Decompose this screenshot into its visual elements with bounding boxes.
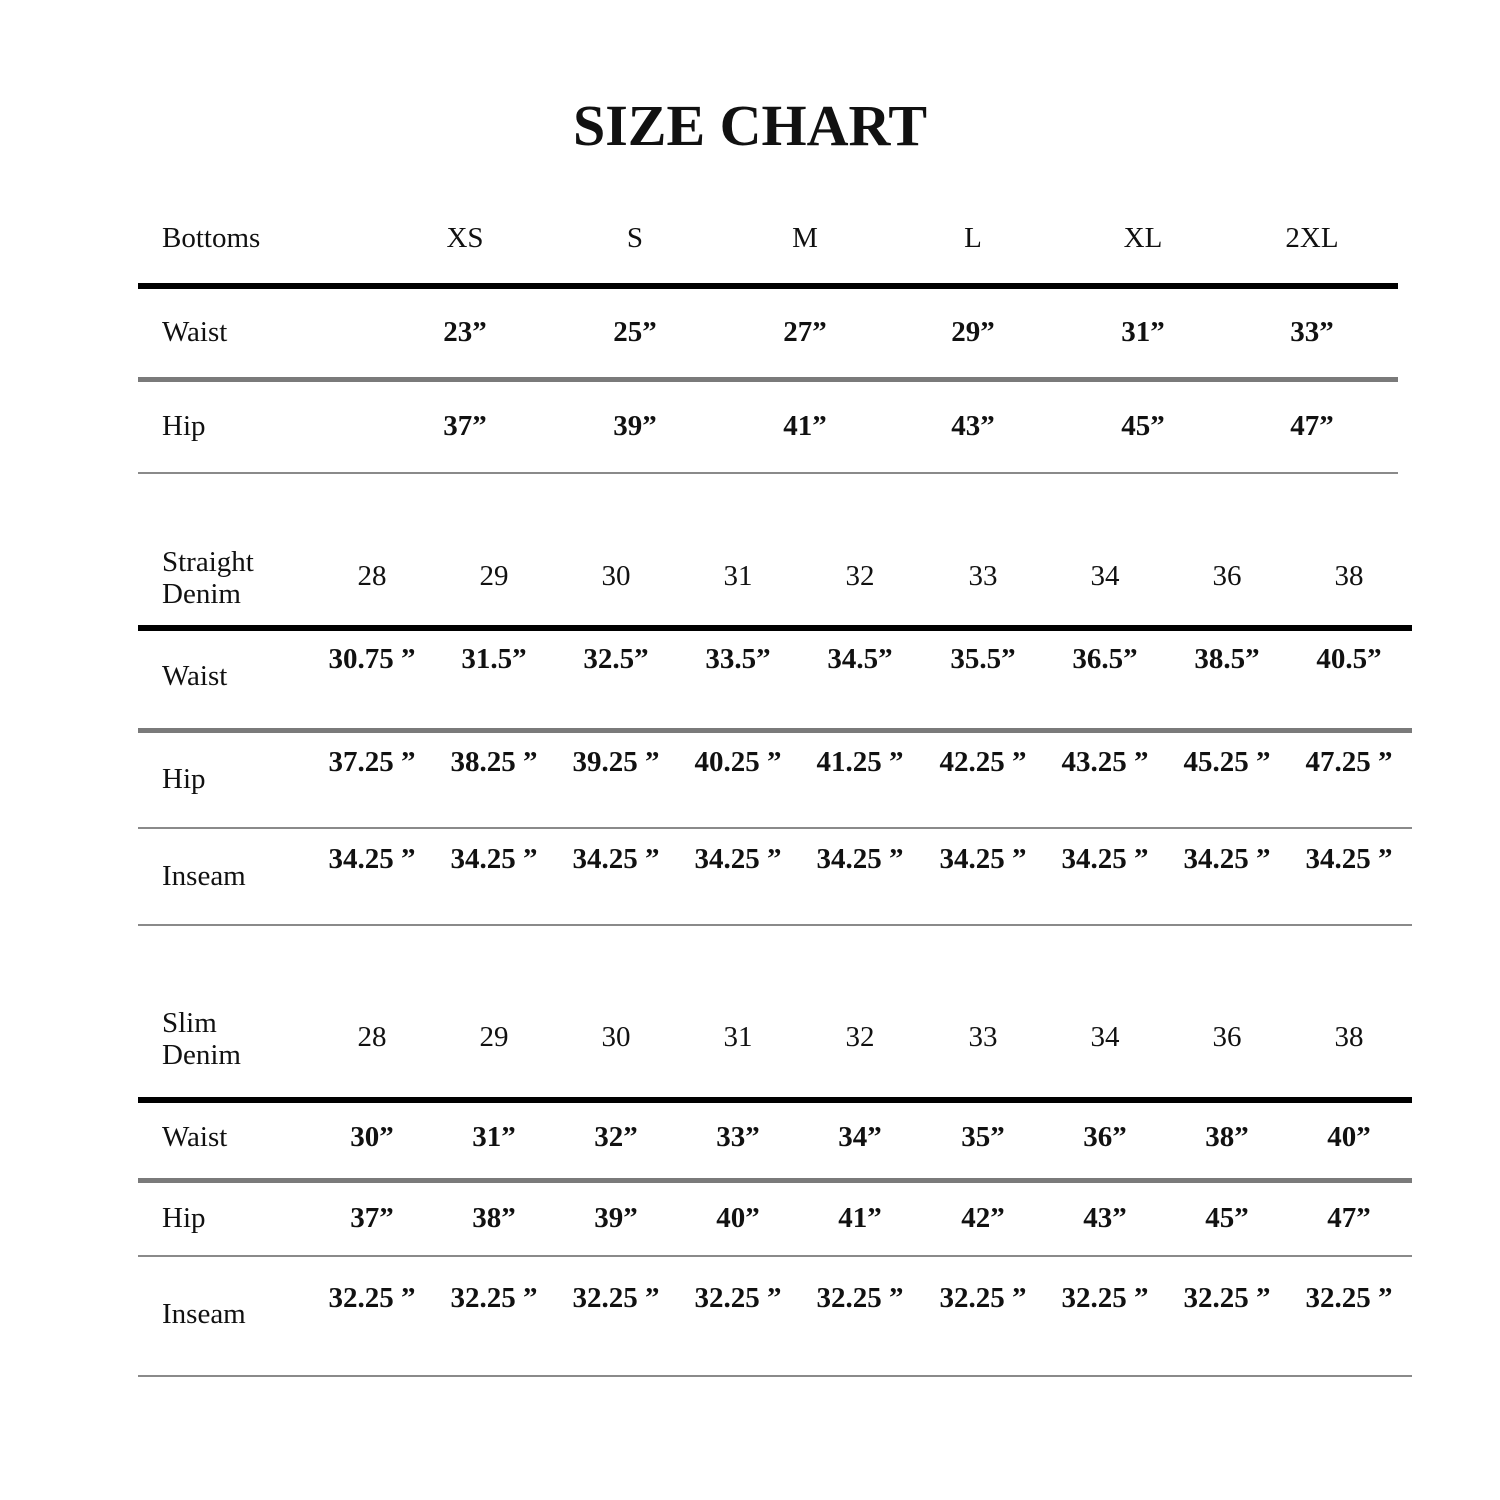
divider-gray (138, 1178, 1412, 1183)
measurement-value: 35.5” (950, 643, 1016, 675)
measurement-value: 41” (838, 1202, 882, 1234)
row-label: Waist (162, 316, 228, 348)
size-header: 36 (1212, 560, 1242, 592)
row-label: Hip (162, 410, 206, 442)
measurement-value: 32.25 ” (450, 1282, 538, 1314)
size-header: 31 (723, 1021, 753, 1053)
size-header: 2XL (1285, 222, 1339, 254)
size-header: S (626, 222, 644, 254)
measurement-value: 36” (1083, 1121, 1127, 1153)
measurement-value: 31” (1121, 316, 1165, 348)
divider-thin (138, 1375, 1412, 1377)
size-header: 28 (357, 560, 387, 592)
measurement-value: 29” (951, 316, 995, 348)
page-title: SIZE CHART (572, 93, 928, 158)
row-label: Inseam (162, 1298, 246, 1330)
measurement-value: 40” (716, 1202, 760, 1234)
measurement-value: 47” (1327, 1202, 1371, 1234)
divider-thin (138, 827, 1412, 829)
measurement-value: 34.25 ” (939, 843, 1027, 875)
measurement-value: 39” (613, 410, 657, 442)
divider-gray (138, 728, 1412, 733)
size-header: 28 (357, 1021, 387, 1053)
measurement-value: 33.5” (705, 643, 771, 675)
measurement-value: 32.25 ” (1183, 1282, 1271, 1314)
divider-thick (138, 625, 1412, 631)
measurement-value: 32.25 ” (572, 1282, 660, 1314)
measurement-value: 31.5” (461, 643, 527, 675)
measurement-value: 34.25 ” (572, 843, 660, 875)
measurement-value: 41” (783, 410, 827, 442)
divider-thin (138, 924, 1412, 926)
section-label-straight-denim: Straight Denim (162, 546, 254, 610)
measurement-value: 43” (951, 410, 995, 442)
row-label: Hip (162, 1202, 206, 1234)
row-label: Inseam (162, 860, 246, 892)
measurement-value: 36.5” (1072, 643, 1138, 675)
measurement-value: 47” (1290, 410, 1334, 442)
measurement-value: 33” (716, 1121, 760, 1153)
measurement-value: 37.25 ” (328, 746, 416, 778)
divider-gray (138, 377, 1398, 382)
measurement-value: 34.25 ” (1183, 843, 1271, 875)
measurement-value: 42.25 ” (939, 746, 1027, 778)
measurement-value: 27” (783, 316, 827, 348)
measurement-value: 32.25 ” (694, 1282, 782, 1314)
measurement-value: 34.25 ” (1061, 843, 1149, 875)
measurement-value: 45” (1121, 410, 1165, 442)
divider-thick (138, 283, 1398, 289)
measurement-value: 43” (1083, 1202, 1127, 1234)
measurement-value: 32.25 ” (816, 1282, 904, 1314)
measurement-value: 32.25 ” (328, 1282, 416, 1314)
measurement-value: 40.5” (1316, 643, 1382, 675)
measurement-value: 42” (961, 1202, 1005, 1234)
measurement-value: 45.25 ” (1183, 746, 1271, 778)
measurement-value: 34.25 ” (694, 843, 782, 875)
size-header: XS (446, 222, 484, 254)
measurement-value: 32” (594, 1121, 638, 1153)
size-header: 31 (723, 560, 753, 592)
measurement-value: 23” (443, 316, 487, 348)
measurement-value: 34” (838, 1121, 882, 1153)
divider-thick (138, 1097, 1412, 1103)
size-header: 36 (1212, 1021, 1242, 1053)
measurement-value: 32.25 ” (1305, 1282, 1393, 1314)
measurement-value: 40.25 ” (694, 746, 782, 778)
measurement-value: 34.25 ” (1305, 843, 1393, 875)
section-label-slim-denim: Slim Denim (162, 1007, 241, 1071)
size-header: 38 (1334, 1021, 1364, 1053)
size-header: 29 (479, 560, 509, 592)
measurement-value: 38” (1205, 1121, 1249, 1153)
size-header: 34 (1090, 560, 1120, 592)
measurement-value: 41.25 ” (816, 746, 904, 778)
measurement-value: 38.5” (1194, 643, 1260, 675)
measurement-value: 32.25 ” (1061, 1282, 1149, 1314)
measurement-value: 32.25 ” (939, 1282, 1027, 1314)
measurement-value: 45” (1205, 1202, 1249, 1234)
measurement-value: 33” (1290, 316, 1334, 348)
measurement-value: 34.5” (827, 643, 893, 675)
measurement-value: 35” (961, 1121, 1005, 1153)
row-label: Hip (162, 763, 206, 795)
measurement-value: 38” (472, 1202, 516, 1234)
size-header: XL (1123, 222, 1163, 254)
measurement-value: 40” (1327, 1121, 1371, 1153)
size-header: M (792, 222, 818, 254)
size-header: 32 (845, 560, 875, 592)
divider-thin (138, 1255, 1412, 1257)
size-header: 30 (601, 560, 631, 592)
size-header: 33 (968, 1021, 998, 1053)
measurement-value: 30.75 ” (328, 643, 416, 675)
measurement-value: 32.5” (583, 643, 649, 675)
measurement-value: 37” (350, 1202, 394, 1234)
size-header: 34 (1090, 1021, 1120, 1053)
measurement-value: 34.25 ” (450, 843, 538, 875)
measurement-value: 47.25 ” (1305, 746, 1393, 778)
size-header: 30 (601, 1021, 631, 1053)
measurement-value: 43.25 ” (1061, 746, 1149, 778)
divider-thin (138, 472, 1398, 474)
measurement-value: 39” (594, 1202, 638, 1234)
row-label: Waist (162, 1121, 228, 1153)
measurement-value: 30” (350, 1121, 394, 1153)
section-label-bottoms: Bottoms (162, 222, 261, 254)
measurement-value: 25” (613, 316, 657, 348)
measurement-value: 38.25 ” (450, 746, 538, 778)
row-label: Waist (162, 660, 228, 692)
measurement-value: 37” (443, 410, 487, 442)
size-header: L (964, 222, 982, 254)
size-header: 33 (968, 560, 998, 592)
size-header: 38 (1334, 560, 1364, 592)
measurement-value: 34.25 ” (328, 843, 416, 875)
measurement-value: 31” (472, 1121, 516, 1153)
measurement-value: 39.25 ” (572, 746, 660, 778)
measurement-value: 34.25 ” (816, 843, 904, 875)
size-header: 29 (479, 1021, 509, 1053)
size-header: 32 (845, 1021, 875, 1053)
